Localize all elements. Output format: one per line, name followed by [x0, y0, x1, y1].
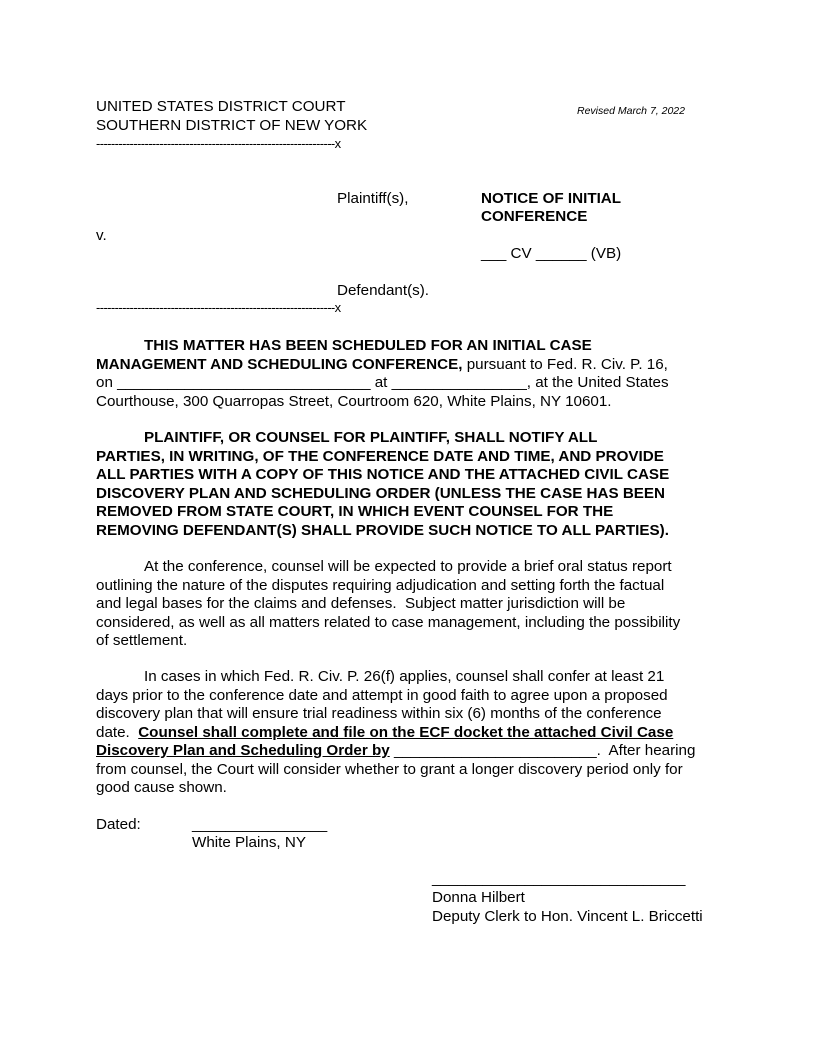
conference-line-2: outlining the nature of the disputes requiring adjudication and setting forth the factual — [96, 576, 665, 594]
notify-line-2: PARTIES, IN WRITING, OF THE CONFERENCE DATE AND TIME, AND PROVIDE — [96, 447, 664, 465]
notify-line-5: REMOVED FROM STATE COURT, IN WHICH EVENT COUNSEL FOR THE — [96, 503, 614, 520]
notify-paragraph — [96, 429, 724, 540]
discovery-line-5-bold: Discovery Plan and Scheduling Order by — [96, 742, 390, 759]
scheduling-line-2-rest: pursuant to Fed. R. Civ. P. 16, — [462, 355, 668, 373]
notify-line-4: DISCOVERY PLAN AND SCHEDULING ORDER (UNLESS THE CASE HAS BEEN — [96, 484, 666, 502]
discovery-line-4-plain: date. — [96, 723, 139, 741]
versus-label: v. — [96, 227, 107, 244]
scheduling-line-1: THIS MATTER HAS BEEN SCHEDULED FOR AN INITIAL CASE — [144, 337, 592, 354]
scheduling-line-3: on ______________________________ at ________________, at the United States — [96, 374, 669, 391]
notify-line-1: PLAINTIFF, OR COUNSEL FOR PLAINTIFF, SHALL NOTIFY ALL — [144, 429, 598, 446]
scheduling-paragraph — [96, 337, 724, 411]
dated-label: Dated: — [96, 816, 141, 833]
discovery-paragraph — [96, 668, 724, 798]
signer-name: Donna Hilbert — [432, 889, 525, 906]
revised-date: Revised March 7, 2022 — [577, 105, 685, 117]
discovery-line-7: good cause shown. — [96, 779, 227, 796]
discovery-line-4 — [96, 724, 724, 743]
discovery-line-6: from counsel, the Court will consider whether to grant a longer discovery period only for — [96, 760, 683, 778]
discovery-line-5-rest: ________________________. After hearing — [389, 742, 696, 759]
caption-divider-bottom: ----------------------------------------------------------------x — [96, 300, 341, 315]
scheduling-line-2 — [96, 356, 724, 375]
conference-line-1: At the conference, counsel will be expected to provide a brief oral status report — [144, 558, 672, 575]
court-name-line2: SOUTHERN DISTRICT OF NEW YORK — [96, 117, 368, 134]
discovery-line-1: In cases in which Fed. R. Civ. P. 26(f) applies, counsel shall confer at least 21 — [144, 668, 665, 685]
dated-blank: ________________ — [192, 816, 328, 833]
notify-line-3: ALL PARTIES WITH A COPY OF THIS NOTICE AND THE ATTACHED CIVIL CASE — [96, 466, 670, 483]
scheduling-line-2-bold: MANAGEMENT AND SCHEDULING CONFERENCE, — [96, 355, 463, 373]
discovery-line-2: days prior to the conference date and attempt in good faith to agree upon a proposed — [96, 686, 668, 704]
defendant-label: Defendant(s). — [337, 282, 430, 299]
dated-place: White Plains, NY — [192, 834, 306, 851]
discovery-line-4-bold: Counsel shall complete and file on the ECF docket the attached Civil Case — [138, 723, 674, 741]
notice-title-line1: NOTICE OF INITIAL — [481, 190, 622, 207]
caption-divider-top: ----------------------------------------------------------------x — [96, 136, 341, 151]
plaintiff-label: Plaintiff(s), — [337, 190, 409, 207]
conference-paragraph — [96, 558, 724, 651]
court-name-line1: UNITED STATES DISTRICT COURT — [96, 98, 346, 115]
notify-line-6: REMOVING DEFENDANT(S) SHALL PROVIDE SUCH NOTICE TO ALL PARTIES). — [96, 521, 669, 539]
notice-title-line2: CONFERENCE — [481, 208, 588, 225]
signer-title: Deputy Clerk to Hon. Vincent L. Briccetti — [432, 908, 703, 925]
signature-line: ______________________________ — [432, 870, 686, 887]
case-number: ___ CV ______ (VB) — [481, 245, 622, 262]
conference-line-4: considered, as well as all matters related to case management, including the possibility — [96, 613, 681, 631]
conference-line-3: and legal bases for the claims and defenses. Subject matter jurisdiction will be — [96, 595, 626, 612]
discovery-line-3: discovery plan that will ensure trial readiness within six (6) months of the conference — [96, 705, 662, 722]
scheduling-line-4: Courthouse, 300 Quarropas Street, Courtroom 620, White Plains, NY 10601. — [96, 392, 612, 410]
conference-line-5: of settlement. — [96, 632, 188, 649]
discovery-line-5 — [96, 742, 724, 761]
